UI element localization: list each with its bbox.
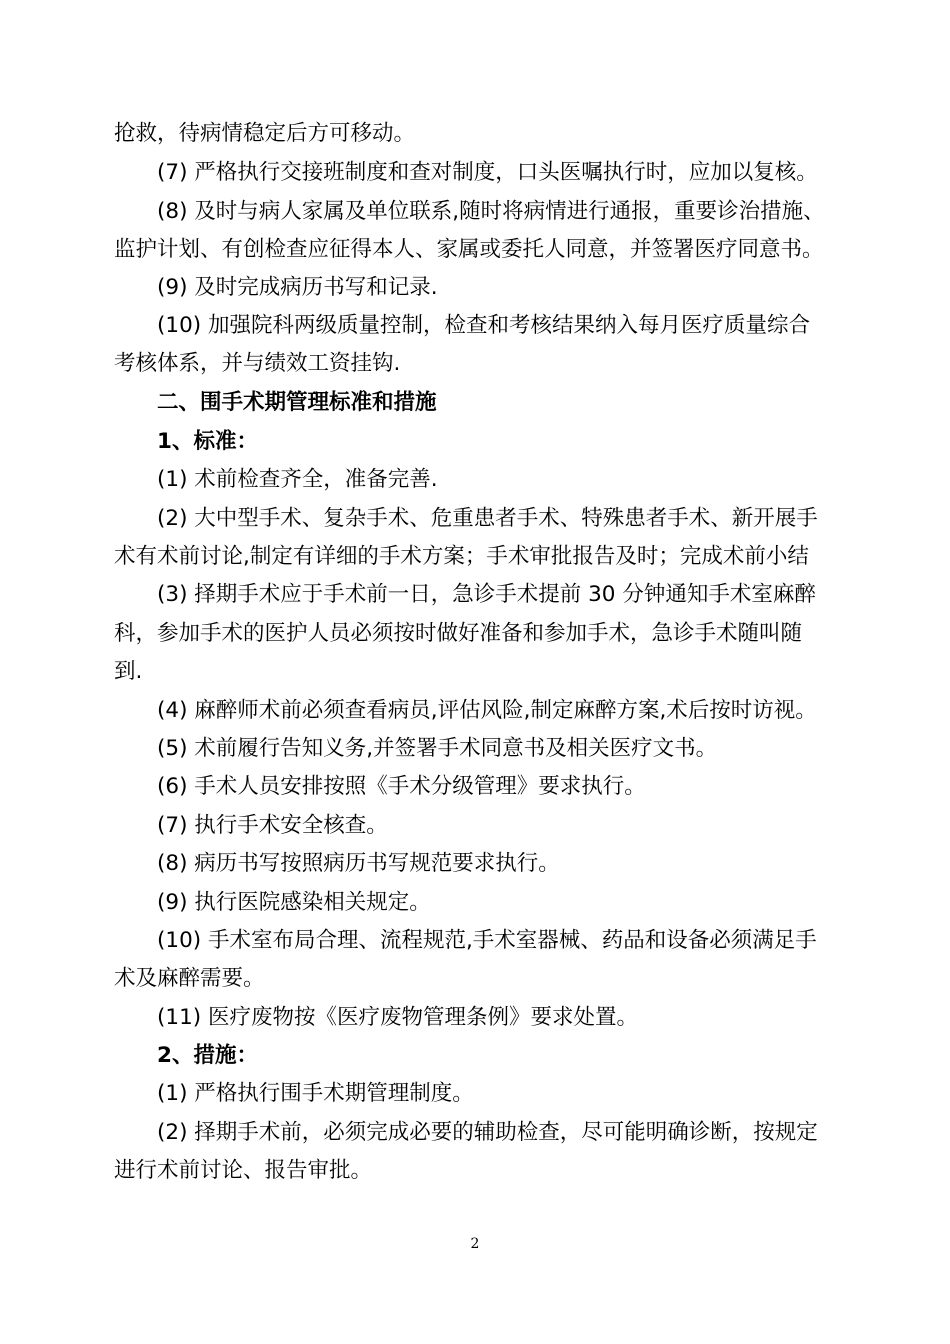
text-line: (8) 及时与病人家属及单位联系,随时将病情进行通报，重要诊治措施、 [157,199,825,224]
subsection-heading: 1、标准： [157,429,258,454]
text-line: (7) 严格执行交接班制度和查对制度，口头医嘱执行时，应加以复核。 [157,160,818,185]
text-line: 科，参加手术的医护人员必须按时做好准备和参加手术，急诊手术随叫随 [114,621,803,646]
section-heading: 二、围手术期管理标准和措施 [157,390,437,415]
text-line: 到. [114,659,143,684]
text-line: 抢救，待病情稳定后方可移动。 [114,121,416,146]
text-line: (1) 严格执行围手术期管理制度。 [157,1081,474,1106]
text-line: (4) 麻醉师术前必须查看病员,评估风险,制定麻醉方案,术后按时访视。 [157,698,817,723]
text-line: (5) 术前履行告知义务,并签署手术同意书及相关医疗文书。 [157,736,718,761]
text-line: (2) 大中型手术、复杂手术、危重患者手术、特殊患者手术、新开展手 [157,506,818,531]
subsection-heading: 2、措施： [157,1043,258,1068]
text-line: (7) 执行手术安全核查。 [157,813,388,838]
text-line: (10) 加强院科两级质量控制，检查和考核结果纳入每月医疗质量综合 [157,313,810,338]
page-number: 2 [470,1236,480,1252]
text-line: (6) 手术人员安排按照《手术分级管理》要求执行。 [157,774,646,799]
text-line: (8) 病历书写按照病历书写规范要求执行。 [157,851,560,876]
text-line: (3) 择期手术应于手术前一日，急诊手术提前 30 分钟通知手术室麻醉 [157,582,816,607]
text-line: 进行术前讨论、报告审批。 [114,1158,373,1183]
text-line: 考核体系，并与绩效工资挂钩. [114,351,401,376]
text-line: (2) 择期手术前，必须完成必要的辅助检查，尽可能明确诊断，按规定 [157,1120,818,1145]
text-line: 监护计划、有创检查应征得本人、家属或委托人同意，并签署医疗同意书。 [114,237,824,262]
text-line: 术有术前讨论,制定有详细的手术方案；手术审批报告及时；完成术前小结 [114,544,809,569]
text-line: 术及麻醉需要。 [114,966,265,991]
text-line: (9) 及时完成病历书写和记录. [157,275,438,300]
text-line: (11) 医疗废物按《医疗废物管理条例》要求处置。 [157,1005,638,1030]
text-line: (10) 手术室布局合理、流程规范,手术室器械、药品和设备必须满足手 [157,928,817,953]
text-line: (1) 术前检查齐全，准备完善. [157,467,438,492]
text-line: (9) 执行医院感染相关规定。 [157,890,431,915]
